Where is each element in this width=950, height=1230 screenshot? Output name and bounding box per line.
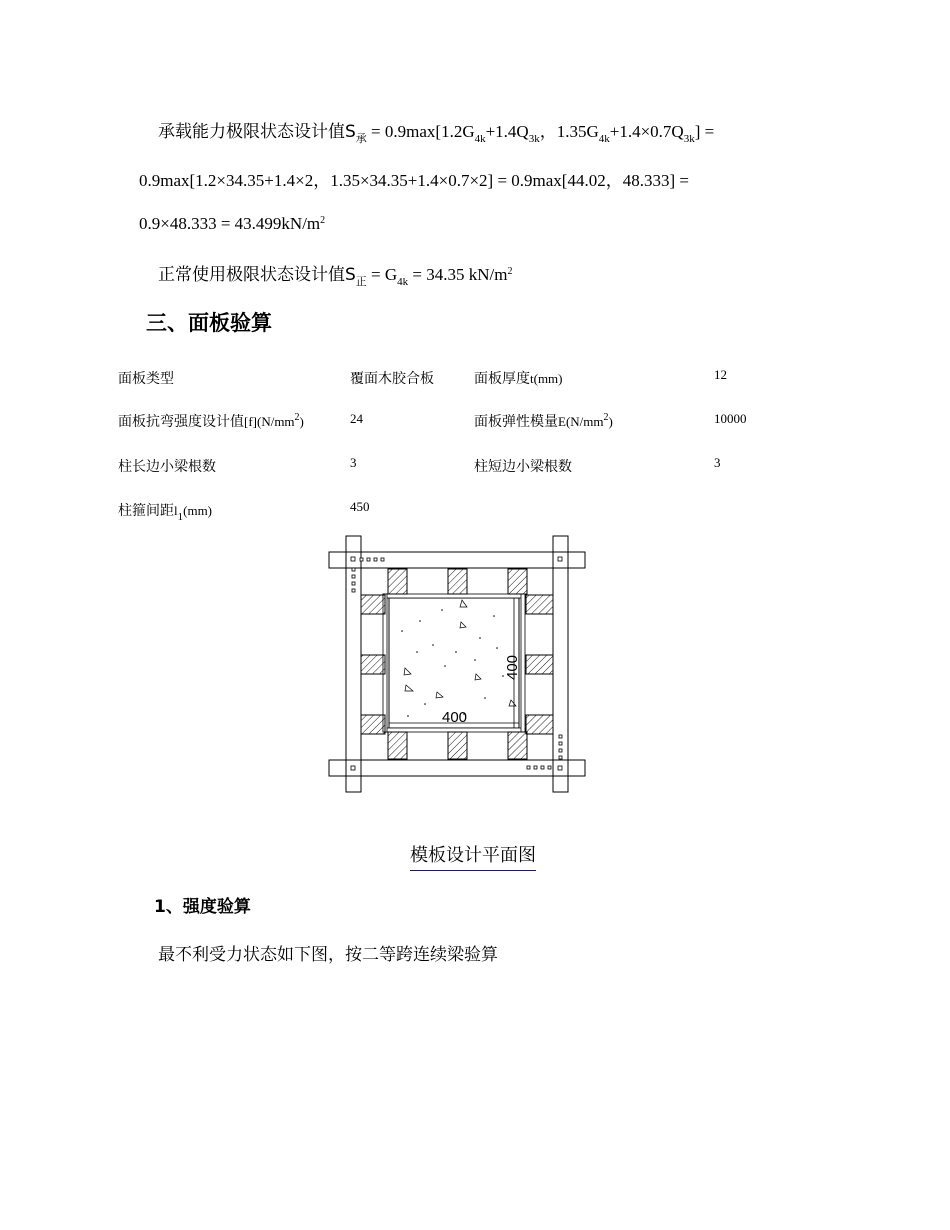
- dim-right-label: 400: [504, 654, 521, 680]
- section-heading: 三、面板验算: [146, 311, 272, 335]
- param-value-panel-type: 覆面木胶合板: [350, 371, 434, 387]
- formula-line-3: $0.9\times 48.333 = 43.499kN/m^2$: [139, 214, 326, 233]
- hoop-right: [553, 536, 568, 792]
- param-label-short-side-beams: 柱短边小梁根数: [474, 459, 572, 475]
- formula-line-2: 0.9max[1.2×34.35+1.4×2，1.35×34.35+1.4×0.7×2] = 0.9max[44.02，48.333] =: [139, 171, 689, 190]
- param-label-long-side-beams: 柱长边小梁根数: [118, 459, 216, 475]
- dim-bottom-label: 400: [442, 709, 468, 726]
- hoop-left: [346, 536, 361, 792]
- param-value-panel-thickness: 12: [714, 367, 727, 382]
- param-label-elastic-modulus: 面板弹性模量$E(N/mm^2)$: [474, 412, 613, 430]
- param-label-panel-thickness: 面板厚度t(mm): [474, 371, 563, 387]
- param-label-bending-strength: 面板抗弯强度设计值$[f](N/mm^2)$: [118, 412, 304, 430]
- figure-caption: 模板设计平面图: [410, 841, 536, 871]
- subsection-heading: 1、强度验算: [154, 897, 251, 917]
- param-value-elastic-modulus: 10000: [714, 411, 747, 426]
- param-value-short-side-beams: 3: [714, 455, 721, 470]
- formwork-plan-drawing: [320, 528, 595, 800]
- body-text: 最不利受力状态如下图，按二等跨连续梁验算: [158, 945, 498, 965]
- param-value-long-side-beams: 3: [350, 455, 357, 470]
- param-label-hoop-spacing: 柱箍间距$l_1(mm)$: [118, 503, 213, 523]
- hoop-bottom: [329, 760, 585, 776]
- param-value-bending-strength: 24: [350, 411, 363, 426]
- param-label-panel-type: 面板类型: [118, 371, 174, 387]
- formula-line-1: 承载能力极限状态设计值$S_承 = 0.9\max[1.2G_{4k}+1.4Q_{3k}$，$1.35G_{4k}+1.4\times 0.7Q_{3k}$] =: [158, 122, 715, 145]
- formula-line-4: 正常使用极限状态设计值$S_正 = G_{4k} = 34.35$ $kN/m^2$: [158, 265, 513, 288]
- param-value-hoop-spacing: 450: [350, 499, 370, 514]
